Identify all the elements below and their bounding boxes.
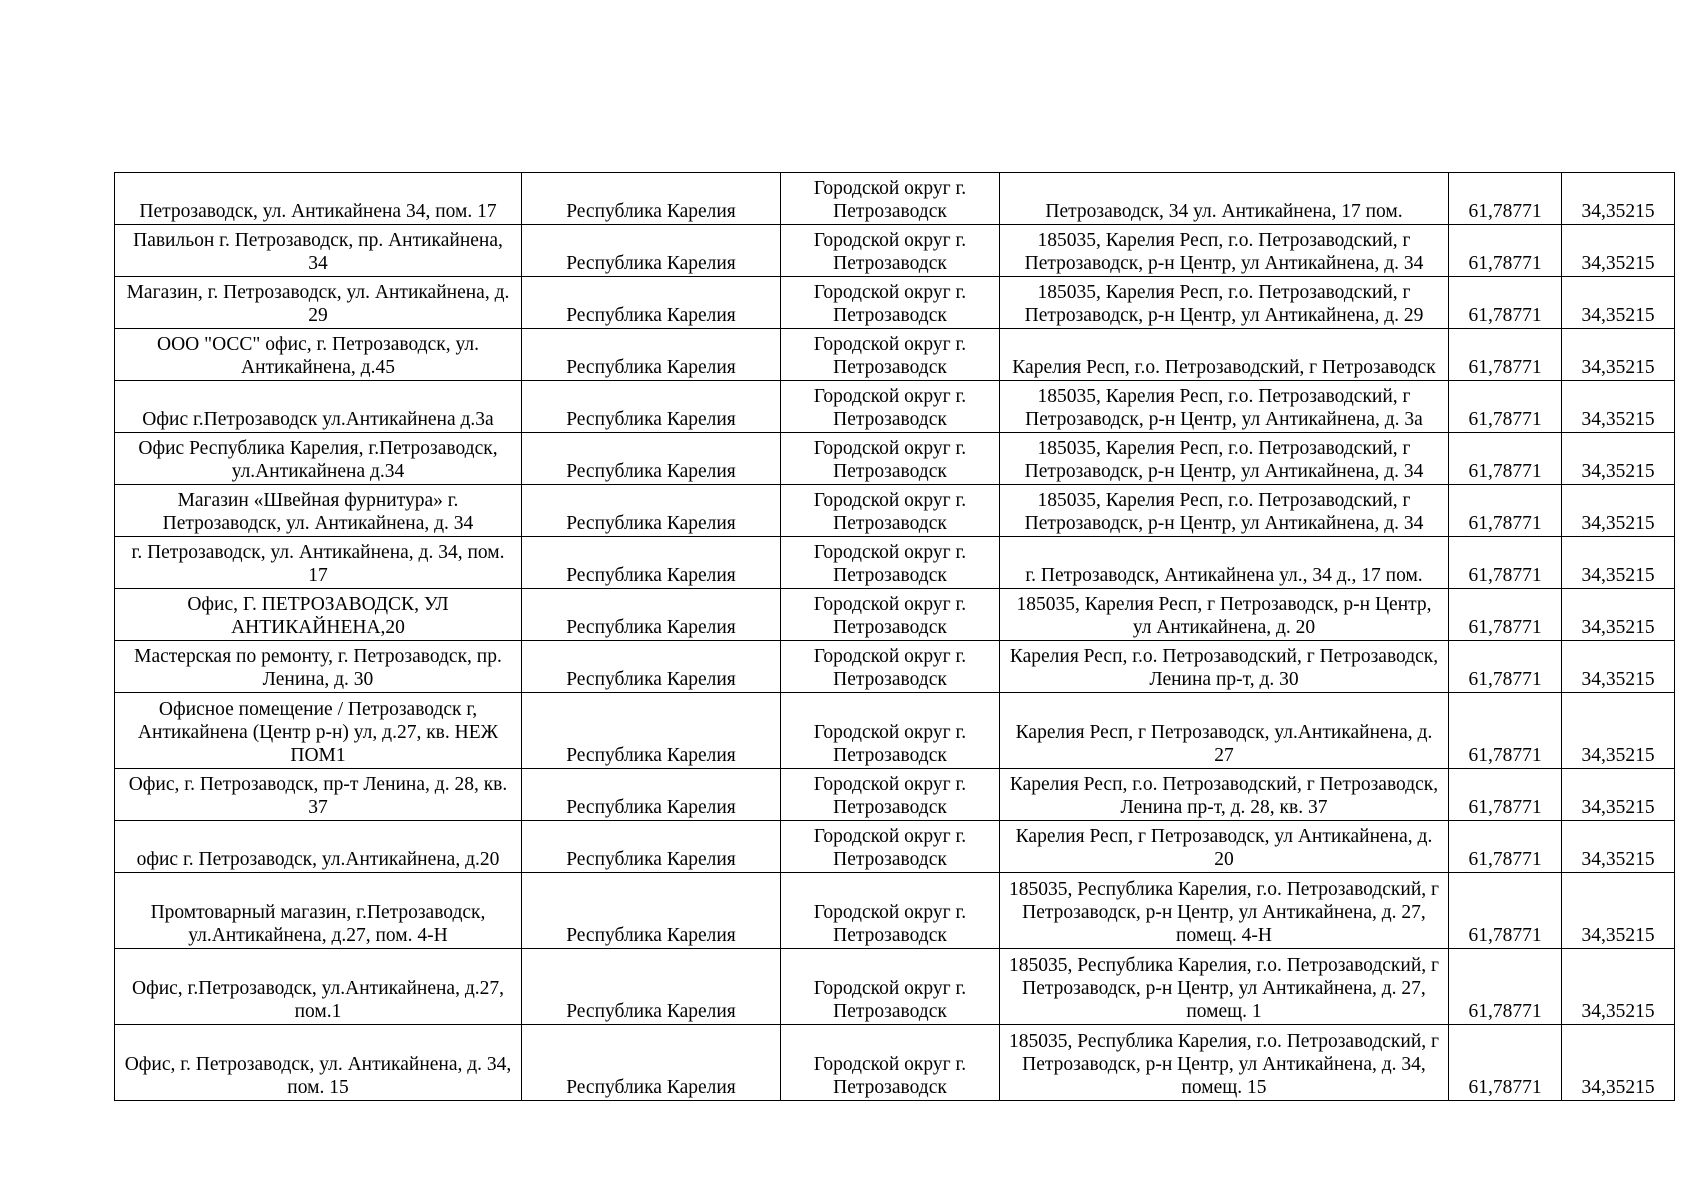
cell-address: Карелия Респ, г Петрозаводск, ул.Антикайнена, д. 27 <box>1000 693 1449 769</box>
cell-object-name: офис г. Петрозаводск, ул.Антикайнена, д.20 <box>115 821 522 873</box>
cell-object-name: Офис, Г. ПЕТРОЗАВОДСК, УЛ АНТИКАЙНЕНА,20 <box>115 589 522 641</box>
cell-object-name: Офис Республика Карелия, г.Петрозаводск, ул.Антикайнена д.34 <box>115 433 522 485</box>
cell-address: 185035, Карелия Респ, г.о. Петрозаводский, г Петрозаводск, р-н Центр, ул Антикайнена, д. 29 <box>1000 277 1449 329</box>
cell-address: 185035, Карелия Респ, г Петрозаводск, р-н Центр, ул Антикайнена, д. 20 <box>1000 589 1449 641</box>
cell-object-name: Офис, г. Петрозаводск, ул. Антикайнена, д. 34, пом. 15 <box>115 1025 522 1101</box>
cell-latitude: 61,78771 <box>1449 1025 1562 1101</box>
table-row <box>115 693 1675 769</box>
cell-region: Республика Карелия <box>522 225 781 277</box>
cell-longitude: 34,35215 <box>1562 173 1675 225</box>
cell-object-name: Офис, г. Петрозаводск, пр-т Ленина, д. 28, кв. 37 <box>115 769 522 821</box>
cell-address: Петрозаводск, 34 ул. Антикайнена, 17 пом. <box>1000 173 1449 225</box>
cell-address: г. Петрозаводск, Антикайнена ул., 34 д., 17 пом. <box>1000 537 1449 589</box>
cell-longitude: 34,35215 <box>1562 1025 1675 1101</box>
cell-region: Республика Карелия <box>522 381 781 433</box>
table-row <box>115 769 1675 821</box>
cell-latitude: 61,78771 <box>1449 173 1562 225</box>
cell-district: Городской округ г. Петрозаводск <box>781 277 1000 329</box>
table-row <box>115 381 1675 433</box>
cell-longitude: 34,35215 <box>1562 329 1675 381</box>
cell-district: Городской округ г. Петрозаводск <box>781 641 1000 693</box>
table-row <box>115 433 1675 485</box>
cell-district: Городской округ г. Петрозаводск <box>781 589 1000 641</box>
cell-address: 185035, Карелия Респ, г.о. Петрозаводский, г Петрозаводск, р-н Центр, ул Антикайнена, д. 34 <box>1000 225 1449 277</box>
cell-address: 185035, Республика Карелия, г.о. Петрозаводский, г Петрозаводск, р-н Центр, ул Антикайнена, д. 27, помещ. 4-Н <box>1000 873 1449 949</box>
cell-district: Городской округ г. Петрозаводск <box>781 769 1000 821</box>
cell-region: Республика Карелия <box>522 769 781 821</box>
cell-district: Городской округ г. Петрозаводск <box>781 485 1000 537</box>
cell-latitude: 61,78771 <box>1449 277 1562 329</box>
cell-object-name: Офис г.Петрозаводск ул.Антикайнена д.3а <box>115 381 522 433</box>
cell-longitude: 34,35215 <box>1562 485 1675 537</box>
cell-longitude: 34,35215 <box>1562 381 1675 433</box>
cell-region: Республика Карелия <box>522 693 781 769</box>
table-row <box>115 537 1675 589</box>
cell-region: Республика Карелия <box>522 949 781 1025</box>
cell-object-name: Мастерская по ремонту, г. Петрозаводск, пр. Ленина, д. 30 <box>115 641 522 693</box>
cell-latitude: 61,78771 <box>1449 873 1562 949</box>
cell-latitude: 61,78771 <box>1449 589 1562 641</box>
cell-latitude: 61,78771 <box>1449 433 1562 485</box>
table-row <box>115 329 1675 381</box>
cell-address: Карелия Респ, г.о. Петрозаводский, г Петрозаводск, Ленина пр-т, д. 30 <box>1000 641 1449 693</box>
cell-longitude: 34,35215 <box>1562 769 1675 821</box>
cell-region: Республика Карелия <box>522 537 781 589</box>
cell-region: Республика Карелия <box>522 873 781 949</box>
cell-object-name: Петрозаводск, ул. Антикайнена 34, пом. 17 <box>115 173 522 225</box>
cell-region: Республика Карелия <box>522 329 781 381</box>
cell-district: Городской округ г. Петрозаводск <box>781 873 1000 949</box>
cell-region: Республика Карелия <box>522 433 781 485</box>
cell-object-name: Магазин «Швейная фурнитура» г. Петрозаводск, ул. Антикайнена, д. 34 <box>115 485 522 537</box>
cell-latitude: 61,78771 <box>1449 693 1562 769</box>
cell-latitude: 61,78771 <box>1449 769 1562 821</box>
cell-longitude: 34,35215 <box>1562 821 1675 873</box>
cell-region: Республика Карелия <box>522 1025 781 1101</box>
cell-object-name: Офисное помещение / Петрозаводск г, Антикайнена (Центр р-н) ул, д.27, кв. НЕЖ ПОМ1 <box>115 693 522 769</box>
cell-address: Карелия Респ, г.о. Петрозаводский, г Петрозаводск, Ленина пр-т, д. 28, кв. 37 <box>1000 769 1449 821</box>
cell-latitude: 61,78771 <box>1449 381 1562 433</box>
cell-address: 185035, Карелия Респ, г.о. Петрозаводский, г Петрозаводск, р-н Центр, ул Антикайнена, д. 34 <box>1000 485 1449 537</box>
cell-longitude: 34,35215 <box>1562 537 1675 589</box>
cell-region: Республика Карелия <box>522 641 781 693</box>
objects-table-body <box>115 173 1675 1101</box>
cell-longitude: 34,35215 <box>1562 873 1675 949</box>
cell-latitude: 61,78771 <box>1449 537 1562 589</box>
cell-object-name: г. Петрозаводск, ул. Антикайнена, д. 34, пом. 17 <box>115 537 522 589</box>
cell-district: Городской округ г. Петрозаводск <box>781 693 1000 769</box>
table-row <box>115 277 1675 329</box>
table-row <box>115 589 1675 641</box>
cell-latitude: 61,78771 <box>1449 949 1562 1025</box>
cell-object-name: ООО "ОСС" офис, г. Петрозаводск, ул. Антикайнена, д.45 <box>115 329 522 381</box>
cell-latitude: 61,78771 <box>1449 225 1562 277</box>
cell-address: 185035, Республика Карелия, г.о. Петрозаводский, г Петрозаводск, р-н Центр, ул Антикайнена, д. 34, помещ. 15 <box>1000 1025 1449 1101</box>
cell-longitude: 34,35215 <box>1562 641 1675 693</box>
cell-address: 185035, Карелия Респ, г.о. Петрозаводский, г Петрозаводск, р-н Центр, ул Антикайнена, д. 34 <box>1000 433 1449 485</box>
cell-district: Городской округ г. Петрозаводск <box>781 537 1000 589</box>
cell-longitude: 34,35215 <box>1562 693 1675 769</box>
table-row <box>115 225 1675 277</box>
table-row <box>115 949 1675 1025</box>
cell-region: Республика Карелия <box>522 821 781 873</box>
table-row <box>115 1025 1675 1101</box>
table-row <box>115 641 1675 693</box>
cell-region: Республика Карелия <box>522 173 781 225</box>
cell-latitude: 61,78771 <box>1449 485 1562 537</box>
cell-longitude: 34,35215 <box>1562 277 1675 329</box>
cell-district: Городской округ г. Петрозаводск <box>781 329 1000 381</box>
cell-address: 185035, Карелия Респ, г.о. Петрозаводский, г Петрозаводск, р-н Центр, ул Антикайнена, д. 3а <box>1000 381 1449 433</box>
table-row <box>115 485 1675 537</box>
table-row <box>115 873 1675 949</box>
cell-latitude: 61,78771 <box>1449 821 1562 873</box>
cell-region: Республика Карелия <box>522 589 781 641</box>
table-row <box>115 821 1675 873</box>
cell-district: Городской округ г. Петрозаводск <box>781 1025 1000 1101</box>
cell-region: Республика Карелия <box>522 485 781 537</box>
cell-district: Городской округ г. Петрозаводск <box>781 949 1000 1025</box>
cell-district: Городской округ г. Петрозаводск <box>781 821 1000 873</box>
cell-region: Республика Карелия <box>522 277 781 329</box>
cell-longitude: 34,35215 <box>1562 225 1675 277</box>
cell-longitude: 34,35215 <box>1562 949 1675 1025</box>
cell-longitude: 34,35215 <box>1562 589 1675 641</box>
cell-latitude: 61,78771 <box>1449 329 1562 381</box>
cell-latitude: 61,78771 <box>1449 641 1562 693</box>
objects-table <box>114 172 1675 1101</box>
cell-object-name: Промтоварный магазин, г.Петрозаводск, ул.Антикайнена, д.27, пом. 4-Н <box>115 873 522 949</box>
cell-district: Городской округ г. Петрозаводск <box>781 433 1000 485</box>
cell-object-name: Офис, г.Петрозаводск, ул.Антикайнена, д.27, пом.1 <box>115 949 522 1025</box>
cell-district: Городской округ г. Петрозаводск <box>781 173 1000 225</box>
cell-address: Карелия Респ, г Петрозаводск, ул Антикайнена, д. 20 <box>1000 821 1449 873</box>
cell-object-name: Павильон г. Петрозаводск, пр. Антикайнена, 34 <box>115 225 522 277</box>
cell-district: Городской округ г. Петрозаводск <box>781 225 1000 277</box>
cell-district: Городской округ г. Петрозаводск <box>781 381 1000 433</box>
table-row <box>115 173 1675 225</box>
cell-address: 185035, Республика Карелия, г.о. Петрозаводский, г Петрозаводск, р-н Центр, ул Антикайнена, д. 27, помещ. 1 <box>1000 949 1449 1025</box>
cell-address: Карелия Респ, г.о. Петрозаводский, г Петрозаводск <box>1000 329 1449 381</box>
cell-object-name: Магазин, г. Петрозаводск, ул. Антикайнена, д. 29 <box>115 277 522 329</box>
cell-longitude: 34,35215 <box>1562 433 1675 485</box>
